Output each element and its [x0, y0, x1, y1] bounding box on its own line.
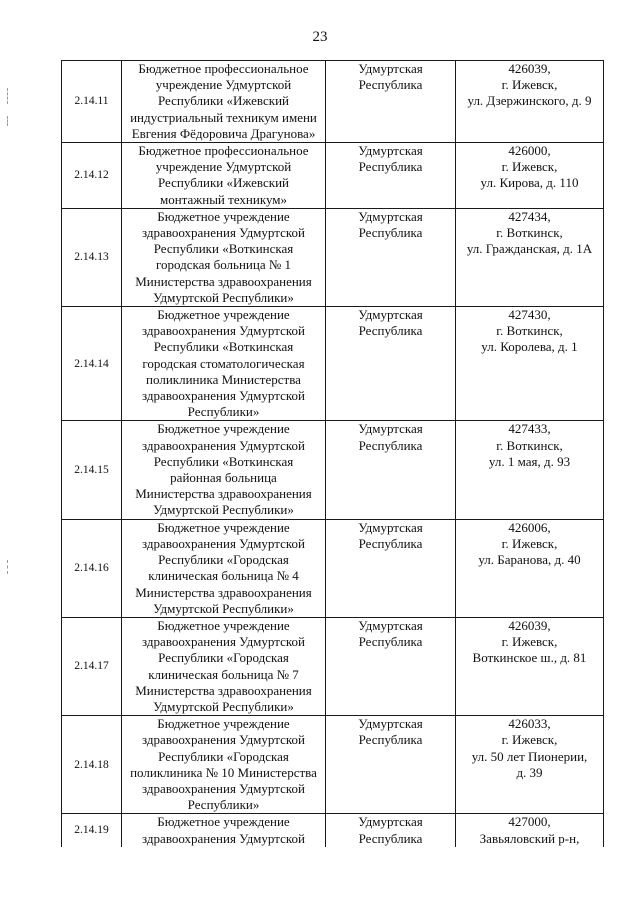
organizations-table-body	[62, 61, 604, 847]
table-row	[62, 143, 604, 209]
address-line: 426039,	[508, 61, 551, 76]
organization-name-line: Министерства здравоохранения	[135, 273, 312, 289]
region-line: Удмуртская	[358, 208, 423, 224]
organization-name-line: здравоохранения Удмуртской	[142, 830, 305, 846]
organization-name-line: поликлиника № 10 Министерства	[130, 764, 317, 780]
address-cell	[456, 421, 604, 519]
region-line: Удмуртская	[358, 716, 423, 732]
region-cell	[326, 421, 456, 519]
organization-name-cell	[122, 421, 326, 519]
address-line: ул. 1 мая, д. 93	[488, 453, 571, 469]
address-line: г. Ижевск,	[501, 732, 558, 748]
organization-name-line: учреждение Удмуртской	[155, 77, 292, 93]
address-cell	[456, 61, 604, 143]
address-line: г. Воткинск,	[496, 437, 563, 453]
region-cell	[326, 61, 456, 143]
region-line: Республика	[358, 77, 423, 93]
organization-name-cell	[122, 307, 326, 421]
organization-name-line: Бюджетное профессиональное	[138, 143, 309, 159]
region-line: Удмуртская	[358, 617, 423, 633]
organization-name-line: учреждение Удмуртской	[155, 159, 292, 175]
address-line: 427000,	[508, 814, 551, 830]
organization-name-line: Республики «Ижевский	[158, 93, 289, 109]
organization-name-line: Республики «Городская	[158, 650, 289, 666]
organization-name-line: Министерства здравоохранения	[135, 486, 312, 502]
organization-name-line: городская больница № 1	[155, 257, 292, 273]
address-line: ул. Гражданская, д. 1А	[466, 241, 593, 257]
organization-name-line: клиническая больница № 7	[148, 666, 299, 682]
organization-name-line: Республики «Воткинская	[153, 453, 294, 469]
organization-name-cell	[122, 208, 326, 306]
address-line: г. Ижевск,	[501, 159, 558, 175]
region-cell	[326, 143, 456, 209]
organization-name-line: Бюджетное учреждение	[157, 716, 290, 732]
row-number-cell: 2.14.14	[62, 307, 122, 421]
address-cell	[456, 307, 604, 421]
organization-name-line: поликлиника Министерства	[146, 371, 301, 387]
organization-name-cell	[122, 814, 326, 847]
table-row	[62, 208, 604, 306]
region-line: Республика	[358, 634, 423, 650]
row-number-cell: 2.14.17	[62, 617, 122, 715]
table-row	[62, 519, 604, 617]
row-number-cell: 2.14.15	[62, 421, 122, 519]
organization-name-line: городская стоматологическая	[142, 355, 305, 371]
organization-name-line: Министерства здравоохранения	[135, 682, 312, 698]
address-line: 427430,	[508, 307, 551, 323]
region-line: Республика	[358, 830, 423, 846]
organization-name-line: здравоохранения Удмуртской	[142, 323, 305, 339]
address-line: г. Ижевск,	[501, 77, 558, 93]
address-line: Воткинское ш., д. 81	[472, 650, 587, 666]
organization-name-line: Бюджетное учреждение	[157, 519, 290, 535]
organization-name-line: Бюджетное учреждение	[157, 814, 290, 830]
address-line: г. Ижевск,	[501, 535, 558, 551]
address-line: 426033,	[508, 716, 551, 732]
organization-name-cell	[122, 61, 326, 143]
page-number: 23	[312, 29, 328, 45]
organization-name-line: здравоохранения Удмуртской	[142, 388, 305, 404]
address-line: г. Ижевск,	[501, 634, 558, 650]
organization-name-line: здравоохранения Удмуртской	[142, 780, 305, 796]
table-row	[62, 421, 604, 519]
address-line: ул. 50 лет Пионерии,	[471, 748, 588, 764]
organization-name-line: индустриальный техникум имени	[130, 109, 317, 125]
row-number-cell: 2.14.19	[62, 814, 122, 847]
organization-name-line: Бюджетное учреждение	[157, 617, 290, 633]
organization-name-line: Удмуртской Республики»	[153, 502, 294, 518]
region-cell	[326, 617, 456, 715]
organization-name-line: Удмуртской Республики»	[153, 600, 294, 616]
organization-name-cell	[122, 519, 326, 617]
row-number-cell: 2.14.12	[62, 143, 122, 209]
organization-name-line: Республики»	[187, 404, 260, 420]
organization-name-line: здравоохранения Удмуртской	[142, 437, 305, 453]
region-line: Республика	[358, 732, 423, 748]
address-line: ул. Дзержинского, д. 9	[467, 93, 592, 109]
region-line: Республика	[358, 323, 423, 339]
organization-name-cell	[122, 617, 326, 715]
region-cell	[326, 307, 456, 421]
table-row	[62, 617, 604, 715]
organization-name-line: клиническая больница № 4	[148, 568, 299, 584]
organization-name-line: Удмуртской Республики»	[153, 289, 294, 305]
organization-name-line: Республики «Воткинская	[153, 339, 294, 355]
address-line: ул. Баранова, д. 40	[478, 552, 581, 568]
organization-name-line: Республики «Городская	[158, 748, 289, 764]
address-cell	[456, 519, 604, 617]
organization-name-line: Республики «Ижевский	[158, 175, 289, 191]
organization-name-line: здравоохранения Удмуртской	[142, 535, 305, 551]
organization-name-line: районная больница	[170, 470, 277, 486]
organization-name-line: Республики «Воткинская	[153, 241, 294, 257]
organization-name-line: здравоохранения Удмуртской	[142, 732, 305, 748]
row-number-cell: 2.14.16	[62, 519, 122, 617]
binding-hole-mark	[7, 560, 8, 574]
address-cell	[456, 617, 604, 715]
binding-hole-mark	[7, 116, 8, 126]
organization-name-line: Республики «Городская	[158, 552, 289, 568]
region-line: Республика	[358, 225, 423, 241]
address-line: 427433,	[508, 421, 551, 437]
organization-name-line: Бюджетное учреждение	[157, 208, 290, 224]
organization-name-line: монтажный техникум»	[159, 191, 288, 207]
address-line: 426039,	[508, 617, 551, 633]
row-number-cell: 2.14.18	[62, 716, 122, 814]
address-line: 426006,	[508, 519, 551, 535]
table-row	[62, 814, 604, 847]
table-row	[62, 307, 604, 421]
region-line: Удмуртская	[358, 307, 423, 323]
region-cell	[326, 814, 456, 847]
organization-name-line: Бюджетное профессиональное	[138, 61, 309, 76]
organization-name-line: Евгения Фёдоровича Драгунова»	[131, 125, 316, 141]
region-line: Республика	[358, 159, 423, 175]
address-line: г. Воткинск,	[496, 323, 563, 339]
address-line: ул. Кирова, д. 110	[480, 175, 579, 191]
organization-name-cell	[122, 716, 326, 814]
region-line: Удмуртская	[358, 421, 423, 437]
organization-name-line: Бюджетное учреждение	[157, 421, 290, 437]
address-cell	[456, 814, 604, 847]
organization-name-cell	[122, 143, 326, 209]
address-line: г. Воткинск,	[496, 225, 563, 241]
organization-name-line: Бюджетное учреждение	[157, 307, 290, 323]
address-line: 426000,	[508, 143, 551, 159]
region-line: Удмуртская	[358, 143, 423, 159]
region-line: Республика	[358, 437, 423, 453]
region-line: Удмуртская	[358, 61, 423, 76]
binding-hole-mark	[7, 88, 8, 104]
organization-name-line: здравоохранения Удмуртской	[142, 634, 305, 650]
address-line: д. 39	[516, 764, 543, 780]
address-cell	[456, 716, 604, 814]
region-cell	[326, 208, 456, 306]
row-number-cell: 2.14.11	[62, 61, 122, 143]
region-line: Республика	[358, 535, 423, 551]
region-cell	[326, 716, 456, 814]
organization-name-line: здравоохранения Удмуртской	[142, 225, 305, 241]
organization-name-line: Удмуртской Республики»	[153, 698, 294, 714]
organization-name-line: Республики»	[187, 797, 260, 813]
address-line: Завьяловский р-н,	[479, 830, 580, 846]
address-cell	[456, 208, 604, 306]
table-row	[62, 716, 604, 814]
table-row	[62, 61, 604, 143]
row-number-cell: 2.14.13	[62, 208, 122, 306]
organization-name-line: Министерства здравоохранения	[135, 584, 312, 600]
organizations-table	[61, 60, 604, 847]
region-cell	[326, 519, 456, 617]
region-line: Удмуртская	[358, 814, 423, 830]
address-line: 427434,	[508, 208, 551, 224]
region-line: Удмуртская	[358, 519, 423, 535]
address-cell	[456, 143, 604, 209]
address-line: ул. Королева, д. 1	[481, 339, 578, 355]
